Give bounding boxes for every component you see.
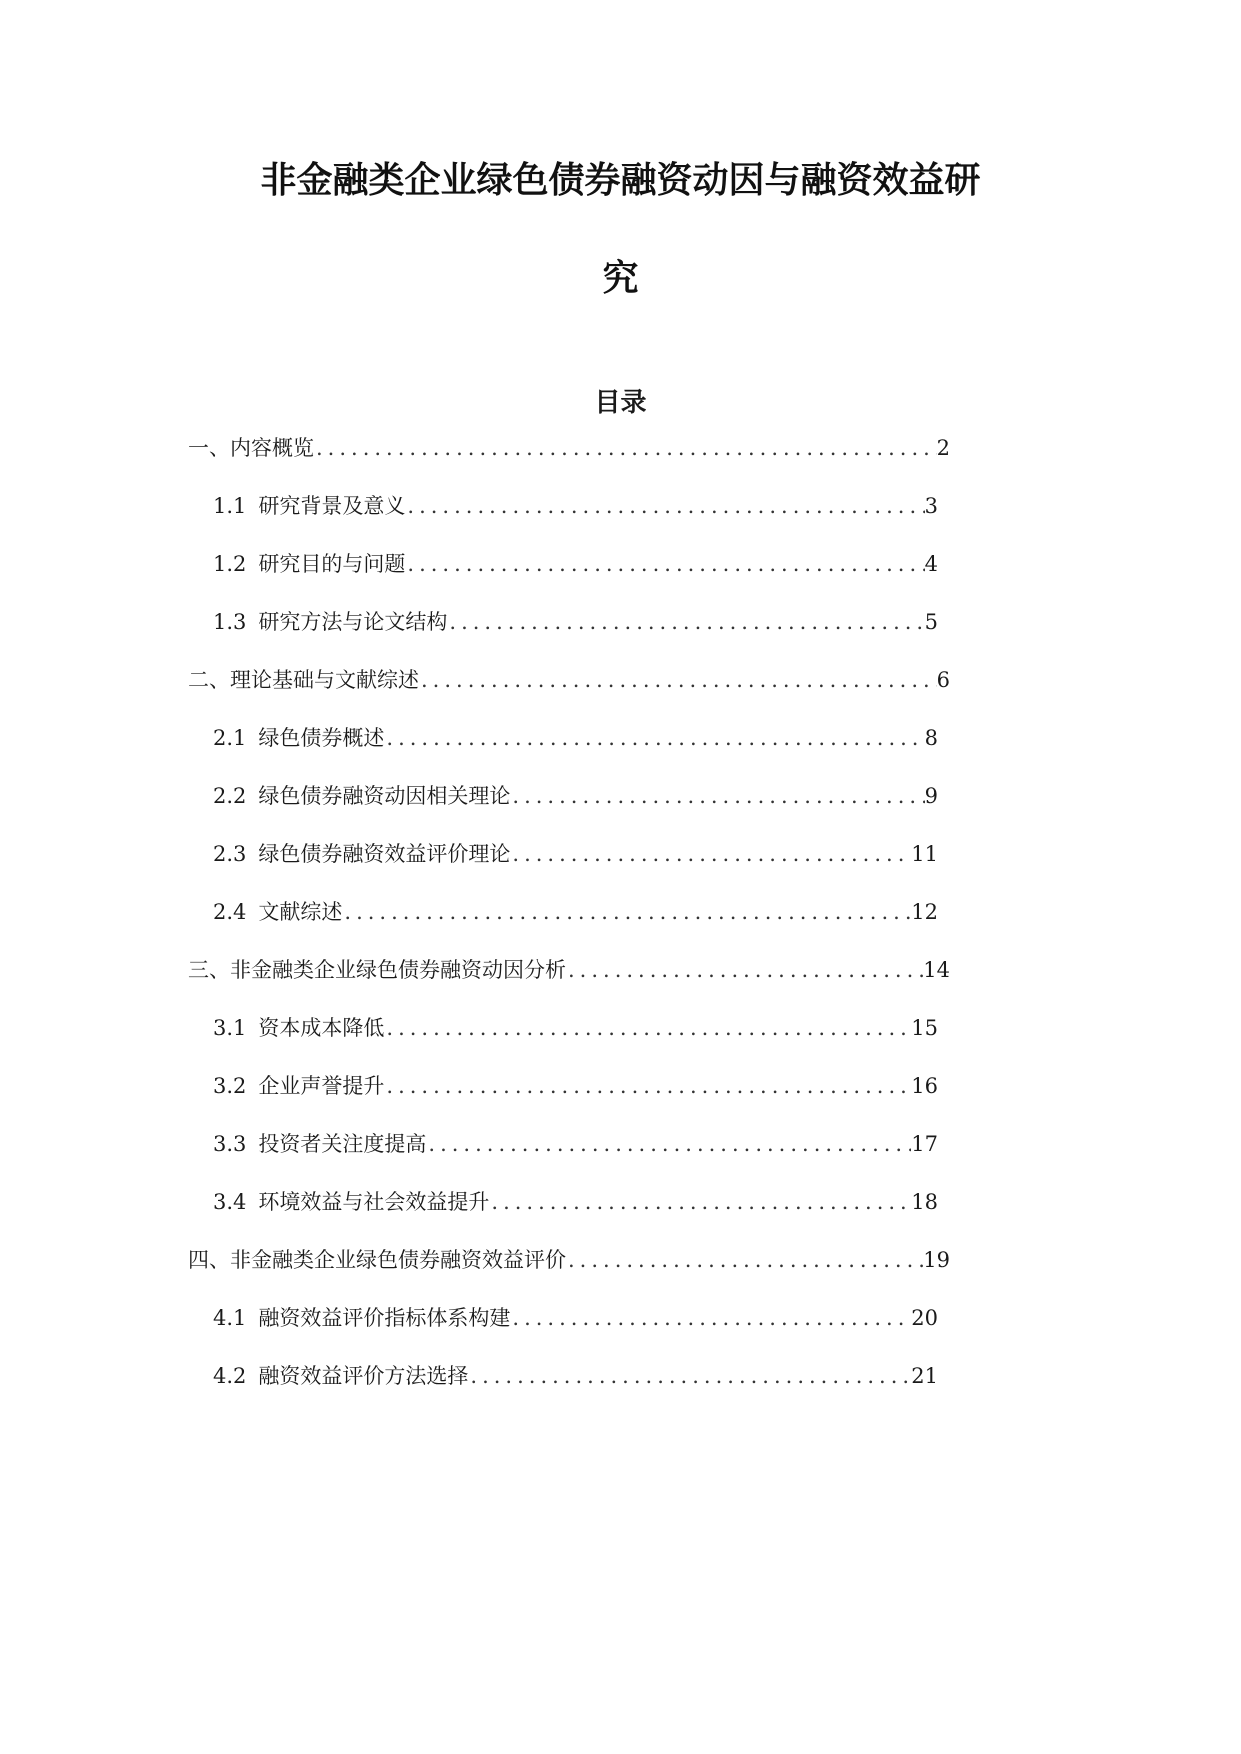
toc-dot-leader <box>405 549 924 579</box>
toc-page-number: 14 <box>923 958 950 982</box>
toc-entry-title: 文献综述 <box>258 900 343 924</box>
toc-page-number: 11 <box>911 842 938 866</box>
toc-dot-leader <box>468 1361 911 1391</box>
toc-entry-title: 环境效益与社会效益提升 <box>258 1190 490 1214</box>
toc-page-number: 17 <box>911 1132 938 1156</box>
toc-entry-title: 二、理论基础与文献综述 <box>188 668 419 692</box>
toc-entry-number: 2.2 <box>213 784 247 808</box>
toc-dot-leader <box>447 607 924 637</box>
toc-page-number: 4 <box>924 552 938 576</box>
toc-entry-number: 4.1 <box>213 1306 247 1330</box>
toc-dot-leader <box>566 955 923 985</box>
toc-page-number: 21 <box>911 1364 938 1388</box>
toc-entry[interactable] <box>213 1013 938 1043</box>
toc-dot-leader <box>510 839 911 869</box>
toc-entry-title: 资本成本降低 <box>258 1016 385 1040</box>
toc-dot-leader <box>384 723 924 753</box>
toc-entry-number: 3.2 <box>213 1074 247 1098</box>
toc-entry-title: 四、非金融类企业绿色债券融资效益评价 <box>188 1248 566 1272</box>
toc-entry-title: 绿色债券融资动因相关理论 <box>258 784 511 808</box>
toc-dot-leader <box>489 1187 911 1217</box>
toc-entry[interactable] <box>213 1303 938 1333</box>
toc-page-number: 5 <box>924 610 938 634</box>
toc-dot-leader <box>510 781 924 811</box>
toc-dot-leader <box>342 897 911 927</box>
document-title-line-1: 非金融类企业绿色债券融资动因与融资效益研 <box>260 160 981 201</box>
toc-entry-title: 绿色债券融资效益评价理论 <box>258 842 511 866</box>
toc-entry-title: 研究方法与论文结构 <box>258 610 448 634</box>
toc-entry-number: 2.3 <box>213 842 247 866</box>
document-title-line-2: 究 <box>602 258 639 299</box>
toc-entry-number: 2.4 <box>213 900 247 924</box>
toc-entry-title: 研究目的与问题 <box>258 552 406 576</box>
toc-entry-number: 3.1 <box>213 1016 247 1040</box>
toc-entry-number: 1.3 <box>213 610 247 634</box>
toc-entry-title: 融资效益评价指标体系构建 <box>258 1306 511 1330</box>
toc-page-number: 2 <box>936 436 950 460</box>
toc-entry[interactable] <box>188 433 950 463</box>
toc-entry[interactable] <box>213 1129 938 1159</box>
toc-dot-leader <box>314 433 937 463</box>
toc-page-number: 18 <box>911 1190 938 1214</box>
toc-entry[interactable] <box>213 723 938 753</box>
toc-page-number: 8 <box>924 726 938 750</box>
toc-entry-number: 4.2 <box>213 1364 247 1388</box>
toc-entry-number: 1.2 <box>213 552 247 576</box>
toc-entry[interactable] <box>213 491 938 521</box>
toc-dot-leader <box>566 1245 923 1275</box>
toc-page-number: 19 <box>923 1248 950 1272</box>
toc-entry[interactable] <box>213 839 938 869</box>
toc-entry[interactable] <box>213 1361 938 1391</box>
toc-dot-leader <box>510 1303 911 1333</box>
toc-dot-leader <box>384 1071 911 1101</box>
toc-heading: 目录 <box>594 388 647 418</box>
toc-entry-number: 1.1 <box>213 494 247 518</box>
toc-entry-title: 绿色债券概述 <box>258 726 385 750</box>
toc-page-number: 20 <box>911 1306 938 1330</box>
toc-entry-title: 投资者关注度提高 <box>258 1132 427 1156</box>
toc-entry-number: 2.1 <box>213 726 247 750</box>
toc-entry-title: 三、非金融类企业绿色债券融资动因分析 <box>188 958 566 982</box>
toc-page-number: 12 <box>911 900 938 924</box>
toc-page-number: 6 <box>936 668 950 692</box>
toc-entry[interactable] <box>213 1187 938 1217</box>
toc-entry[interactable] <box>213 607 938 637</box>
toc-entry[interactable] <box>188 955 950 985</box>
toc-entry-title: 融资效益评价方法选择 <box>258 1364 469 1388</box>
toc-entry[interactable] <box>213 549 938 579</box>
toc-page-number: 15 <box>911 1016 938 1040</box>
toc-dot-leader <box>426 1129 911 1159</box>
toc-entry[interactable] <box>188 665 950 695</box>
toc-dot-leader <box>419 665 937 695</box>
toc-entry-title: 研究背景及意义 <box>258 494 406 518</box>
toc-page-number: 16 <box>911 1074 938 1098</box>
toc-entry[interactable] <box>213 1071 938 1101</box>
toc-entry[interactable] <box>213 781 938 811</box>
toc-dot-leader <box>384 1013 911 1043</box>
toc-entry-number: 3.3 <box>213 1132 247 1156</box>
toc-entry-title: 企业声誉提升 <box>258 1074 385 1098</box>
toc-dot-leader <box>405 491 924 521</box>
toc-page-number: 3 <box>924 494 938 518</box>
toc-entry-number: 3.4 <box>213 1190 247 1214</box>
toc-entry-title: 一、内容概览 <box>188 436 314 460</box>
toc-entry[interactable] <box>213 897 938 927</box>
toc-page-number: 9 <box>924 784 938 808</box>
toc-entry[interactable] <box>188 1245 950 1275</box>
